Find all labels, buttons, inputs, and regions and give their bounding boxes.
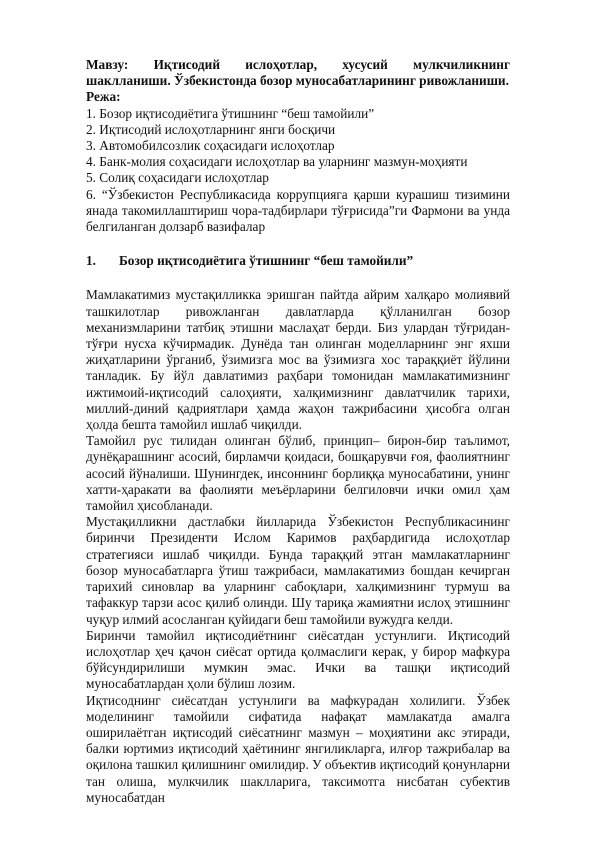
paragraph: Мамлакатимиз мустақилликка эришган пайтда айрим халқаро молиявий ташкилотлар ривожланган давлатларда қўлланилган бозор механизмларини татбиқ этишни маслаҳат берди. Биз улардан тўғридан-тўғри нусха кўчирмадик. Дунёда тан олинган моделларнинг энг яхши жиҳатларини ўрганиб, ўзимизга мос ва ўзимизга хос тараққиёт йўлини танладик. Бу йўл давлатимиз раҳбари томонидан мамлакатимизнинг ижтимоий-иқтисодий салоҳияти, халқимизнинг давлатчилик тарихи, миллий-диний қадриятлари ҳамда жаҳон тажрибасини ҳисобга олган ҳолда бешта тамойил ишлаб чиқилди. [86,287,510,433]
document-page [86,57,510,806]
plan-item: 3. Автомобилсозлик соҳасидаги ислоҳотлар [86,138,335,154]
section-number: 1. [86,253,96,269]
section-heading [86,253,510,269]
paragraph: Биринчи тамойил иқтисодиётнинг сиёсатдан устунлиги. Иқтисодий ислоҳотлар ҳеч қачон сиёсат ортида қолмаслиги керак, у бирор мафкура бўйсундирилиши мумкин эмас. Ички ва ташқи иқтисодий муносабатлардан ҳоли бўлиш лозим. [86,627,510,692]
paragraph: Мустақилликни дастлабки йилларида Ўзбекистон Республикасининг биринчи Президенти Ислом Каримов раҳбардигида ислоҳотлар стратегияси ишлаб чиқилди. Бунда тараққий этган мамлакатларнинг бозор муносабатларга ўтиш тажрибаси, мамлакатимиз бошдан кечирган тарихий синовлар ва уларнинг сабоқлари, халқимизнинг турмуш ва тафаккур тарзи асос қилиб олинди. Шу тариқа жамиятни ислоҳ этишнинг чуқур илмий асосланган қуйидаги беш тамойили вужудга келди. [86,514,510,627]
document-title: Мавзу: Иқтисодий ислоҳотлар, хусусий мулкчиликнинг шаклланиши. Ўзбекистонда бозор муносабатларининг ривожланиши. [86,57,510,89]
section-title: Бозор иқтисодиётига ўтишнинг “беш тамойили” [119,253,414,269]
plan-item: 5. Солиқ соҳасидаги ислоҳотлар [86,170,269,186]
plan-heading: Режа: [86,89,121,105]
paragraph: Иқтисоднинг сиёсатдан устунлиги ва мафкурадан холилиги. Ўзбек моделининг тамойили сифатида нафақат мамлакатда амалга оширилаётган иқтисодий сиёсатнинг мазмун – моҳиятини акс этиради, балки юртимиз иқтисодий ҳаётининг янгиликларга, илғор тажрибалар ва оқилона ташкил қилишнинг омилидир. У объектив иқтисодий қонунларни тан олиша, мулкчилик шаклларига, таксимотга нисбатан субектив муносабатдан [86,692,510,805]
plan-item: 6. “Ўзбекистон Республикасида коррупцияга қарши курашиш тизимини янада такомиллаштириш чора-тадбирлари тўғрисида”ги Фармони ва унда белгиланган долзарб вазифалар [86,186,510,235]
paragraph: Тамойил рус тилидан олинган бўлиб, принцип– бирон-бир таълимот, дунёқарашнинг асосий, бирламчи қоидаси, бошқарувчи ғоя, фаолиятнинг асосий йўналиши. Шунингдек, инсоннинг борлиққа муносабатини, унинг хатти-ҳаракати ва фаолияти меъёрларини белгиловчи ички омил ҳам тамойил ҳисобланади. [86,433,510,514]
plan-item: 1. Бозор иқтисодиётига ўтишнинг “беш тамойили” [86,105,375,121]
plan-item: 4. Банк-молия соҳасидаги ислоҳотлар ва уларнинг мазмун-моҳияти [86,154,468,170]
plan-item: 2. Иқтисодий ислоҳотларнинг янги босқичи [86,121,336,137]
plan-list [86,106,510,236]
body-text [86,287,510,806]
